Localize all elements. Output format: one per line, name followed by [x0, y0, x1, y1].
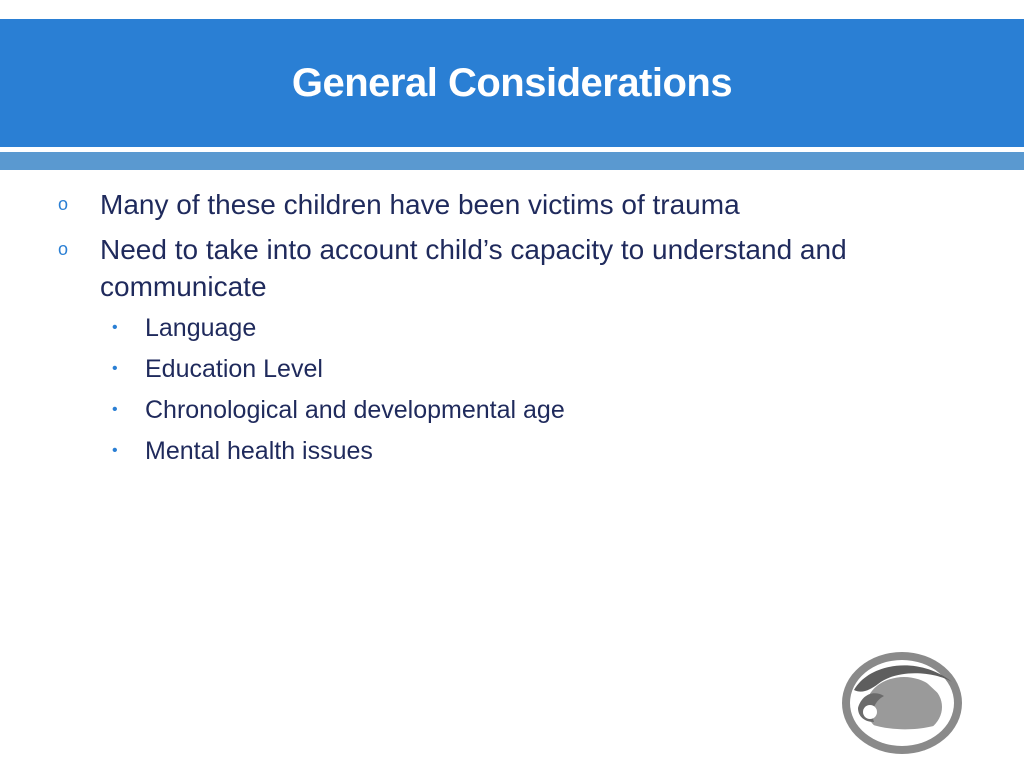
sub-bullet-marker: •	[112, 360, 118, 377]
organization-logo-icon	[840, 650, 964, 756]
header-band	[0, 19, 1024, 147]
bullet-text: Need to take into account child’s capacity to understand and communicate	[100, 234, 847, 302]
sub-bullet-marker: •	[112, 401, 118, 418]
bullet-marker: o	[58, 194, 69, 214]
sub-bullet-marker: •	[112, 319, 118, 336]
header-stripe	[0, 152, 1024, 170]
sub-bullet-text: Chronological and developmental age	[145, 396, 565, 424]
sub-bullet-text: Education Level	[145, 355, 323, 383]
sub-list-item	[0, 355, 1024, 395]
sub-bullet-marker: •	[112, 442, 118, 459]
sub-list-item	[0, 396, 1024, 436]
sub-bullet-text: Mental health issues	[145, 437, 373, 465]
slide-title: General Considerations	[291, 60, 733, 105]
sub-bullet-text: Language	[145, 314, 257, 342]
sub-list-item	[0, 437, 1024, 477]
sub-list-item	[0, 314, 1024, 354]
bullet-marker: o	[58, 239, 69, 259]
bullet-text: Many of these children have been victims of trauma	[100, 189, 740, 220]
